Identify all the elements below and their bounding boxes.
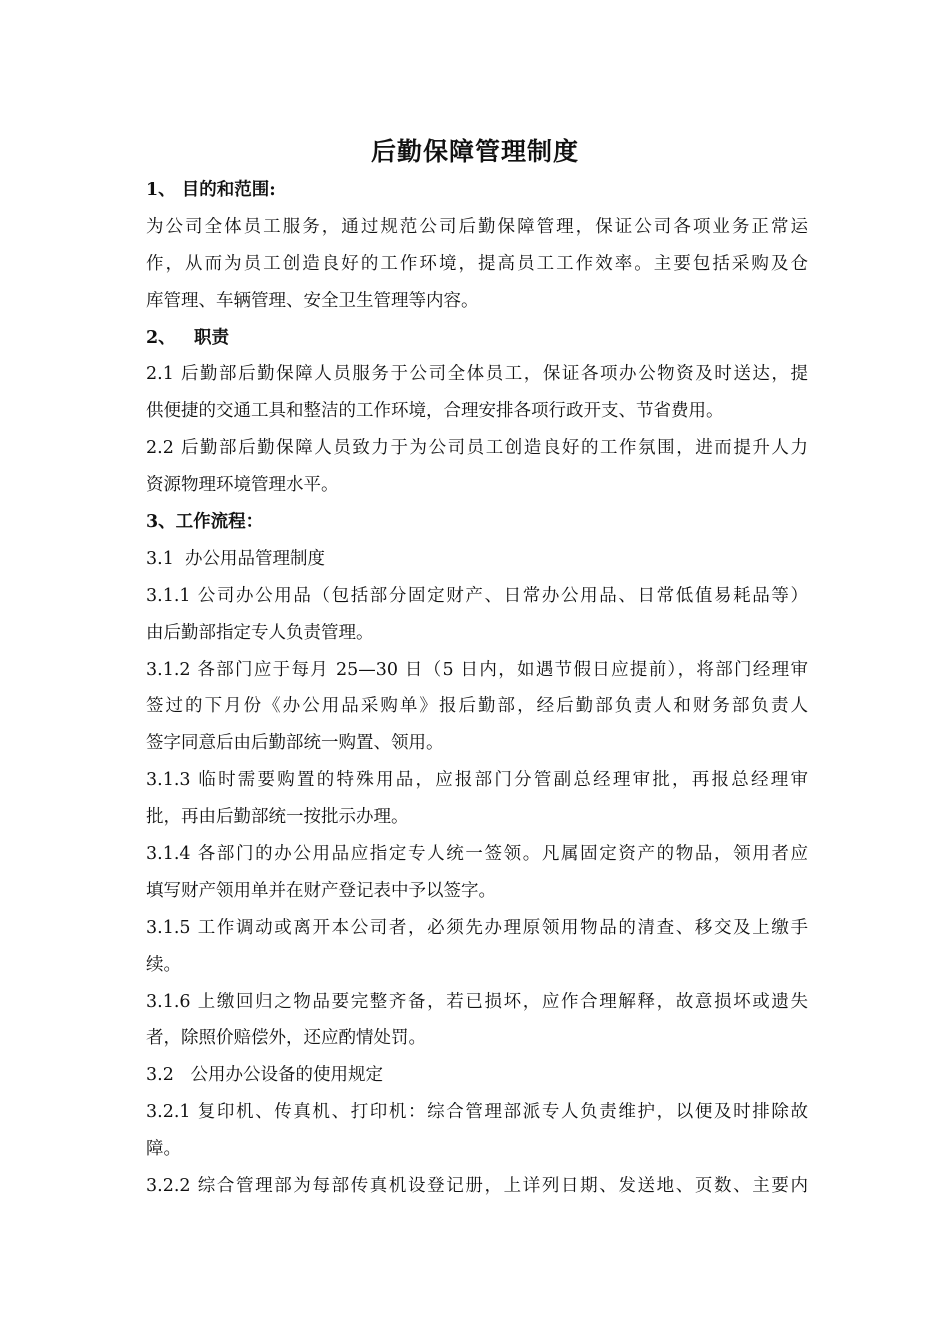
paragraph-line: 3.1.2 各部门应于每月 25—30 日（5 日内，如遇节假日应提前），将部门经理审 (146, 659, 808, 680)
document-body (146, 172, 808, 1205)
paragraph-line: 3.1.3 临时需要购置的特殊用品，应报部门分管副总经理审批，再报总经理审 (146, 770, 808, 791)
paragraph-line: 签过的下月份《办公用品采购单》报后勤部，经后勤部负责人和财务部负责人 (146, 696, 808, 717)
document-title: 后勤保障管理制度 (370, 137, 579, 166)
paragraph-line: 为公司全体员工服务，通过规范公司后勤保障管理，保证公司各项业务正常运 (146, 216, 808, 237)
paragraph-line: 续。 (146, 954, 181, 975)
paragraph-line: 作，从而为员工创造良好的工作环境，提高员工工作效率。主要包括采购及仓 (146, 253, 808, 274)
paragraph-line: 3.1.4 各部门的办公用品应指定专人统一签领。凡属固定资产的物品，领用者应 (146, 844, 808, 865)
paragraph-line: 3.1.5 工作调动或离开本公司者，必须先办理原领用物品的清查、移交及上缴手 (146, 917, 808, 938)
section-heading: 3、工作流程： (146, 512, 264, 533)
subsection-heading: 3.2 公用办公设备的使用规定 (146, 1065, 384, 1086)
section-heading: 1、 目的和范围: (146, 180, 276, 200)
paragraph-line: 3.1.6 上缴回归之物品要完整齐备，若已损坏，应作合理解释，故意损坏或遗失 (146, 991, 808, 1012)
paragraph-line: 供便捷的交通工具和整洁的工作环境，合理安排各项行政开支、节省费用。 (146, 401, 724, 422)
paragraph-line: 批，再由后勤部统一按批示办理。 (146, 807, 409, 828)
paragraph-line: 2.2 后勤部后勤保障人员致力于为公司员工创造良好的工作氛围，进而提升人力 (146, 438, 808, 459)
paragraph-line: 3.2.2 综合管理部为每部传真机设登记册，上详列日期、发送地、页数、主要内 (146, 1176, 808, 1197)
paragraph-line: 3.1.1 公司办公用品（包括部分固定财产、日常办公用品、日常低值易耗品等） (146, 585, 808, 606)
section-heading: 2、 职责 (146, 327, 229, 348)
paragraph-line: 由后勤部指定专人负责管理。 (146, 622, 374, 643)
paragraph-line: 签字同意后由后勤部统一购置、领用。 (146, 733, 444, 754)
paragraph-line: 3.2.1 复印机、传真机、打印机：综合管理部派专人负责维护，以便及时排除故 (146, 1102, 808, 1123)
paragraph-line: 2.1 后勤部后勤保障人员服务于公司全体员工，保证各项办公物资及时送达，提 (146, 364, 808, 385)
paragraph-line: 者，除照价赔偿外，还应酌情处罚。 (146, 1028, 426, 1049)
paragraph-line: 库管理、车辆管理、安全卫生管理等内容。 (146, 290, 479, 311)
subsection-heading: 3.1 办公用品管理制度 (146, 548, 325, 569)
paragraph-line: 障。 (146, 1139, 181, 1160)
paragraph-line: 填写财产领用单并在财产登记表中予以签字。 (146, 880, 496, 901)
paragraph-line: 资源物理环境管理水平。 (146, 475, 339, 496)
